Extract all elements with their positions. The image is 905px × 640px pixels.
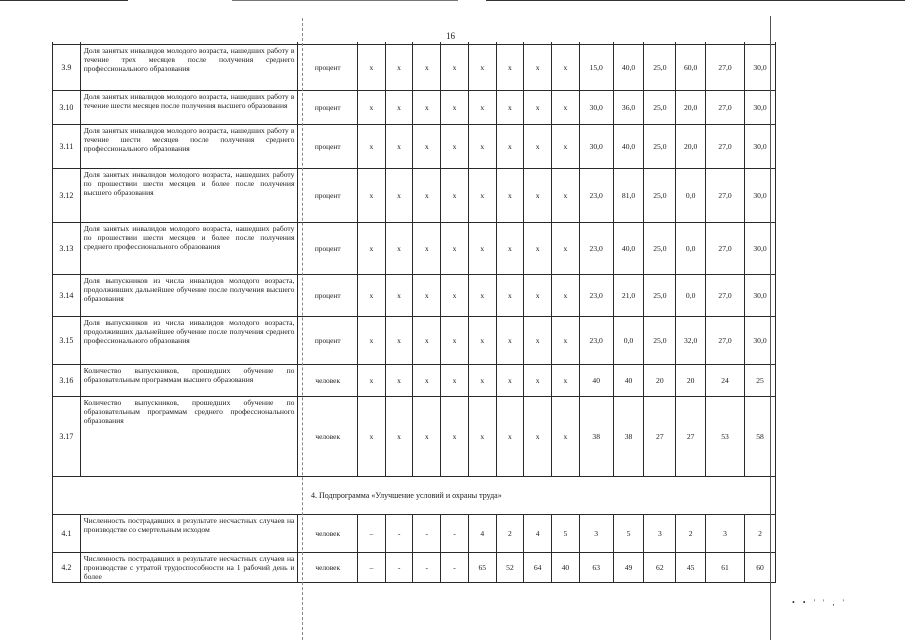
value-cell: 20	[676, 365, 706, 397]
indicator-table	[52, 42, 776, 583]
value-cell: 36,0	[613, 91, 644, 125]
value-cell: 3	[579, 515, 613, 553]
value-cell: x	[385, 45, 413, 91]
scan-line-right	[770, 16, 771, 640]
table-row	[53, 317, 776, 365]
value-cell: 60,0	[676, 45, 706, 91]
value-cell: 25,0	[644, 317, 676, 365]
value-cell: 65	[468, 553, 496, 583]
value-cell: 81,0	[613, 169, 644, 223]
value-cell: 40	[552, 553, 580, 583]
unit-cell: процент	[298, 223, 358, 275]
unit-cell: процент	[298, 275, 358, 317]
indicator-name: Доля выпускников из числа инвалидов молодого возраста, продолживших дальнейшее обучение после получения среднего профессионального образования	[80, 317, 298, 365]
value-cell: 25	[745, 365, 776, 397]
indicator-name: Доля занятых инвалидов молодого возраста, нашедших работу по прошествии шести месяцев и более после получения среднего профессионального образования	[80, 223, 298, 275]
value-cell: x	[385, 91, 413, 125]
indicator-name: Доля занятых инвалидов молодого возраста, нашедших работу по прошествии шести месяцев и более после получения высшего образования	[80, 169, 298, 223]
value-cell: 23,0	[579, 317, 613, 365]
value-cell: 25,0	[644, 275, 676, 317]
unit-cell: человек	[298, 515, 358, 553]
row-number: 3.10	[53, 91, 81, 125]
value-cell: x	[496, 45, 524, 91]
unit-cell: процент	[298, 317, 358, 365]
value-cell: 27,0	[706, 223, 745, 275]
value-cell: 0,0	[613, 317, 644, 365]
value-cell: x	[496, 275, 524, 317]
value-cell: x	[468, 45, 496, 91]
value-cell: x	[413, 365, 441, 397]
value-cell: 27	[644, 397, 676, 477]
value-cell: x	[552, 317, 580, 365]
value-cell: -	[413, 515, 441, 553]
value-cell: 40	[613, 365, 644, 397]
value-cell: 2	[496, 515, 524, 553]
value-cell: x	[441, 91, 469, 125]
value-cell: x	[358, 365, 386, 397]
value-cell: 5	[613, 515, 644, 553]
value-cell: x	[468, 169, 496, 223]
value-cell: 3	[706, 515, 745, 553]
table-row	[53, 169, 776, 223]
value-cell: 27,0	[706, 317, 745, 365]
value-cell: 32,0	[676, 317, 706, 365]
value-cell: x	[524, 125, 552, 169]
value-cell: 25,0	[644, 45, 676, 91]
row-number: 4.1	[53, 515, 81, 553]
value-cell: x	[552, 397, 580, 477]
value-cell: x	[441, 169, 469, 223]
value-cell: x	[441, 45, 469, 91]
value-cell: 30,0	[745, 317, 776, 365]
value-cell: -	[385, 553, 413, 583]
value-cell: x	[496, 125, 524, 169]
scan-line-left	[302, 18, 303, 640]
value-cell: x	[468, 91, 496, 125]
value-cell: x	[441, 125, 469, 169]
value-cell: x	[468, 317, 496, 365]
value-cell: x	[552, 365, 580, 397]
value-cell: 25,0	[644, 223, 676, 275]
value-cell: 60	[745, 553, 776, 583]
indicator-name: Численность пострадавших в результате несчастных случаев на производстве со смертельным исходом	[80, 515, 298, 553]
value-cell: 2	[745, 515, 776, 553]
value-cell: –	[358, 553, 386, 583]
row-number: 4.2	[53, 553, 81, 583]
value-cell: 45	[676, 553, 706, 583]
value-cell: 0,0	[676, 275, 706, 317]
unit-cell: процент	[298, 45, 358, 91]
table-row	[53, 45, 776, 91]
value-cell: x	[385, 223, 413, 275]
value-cell: x	[441, 275, 469, 317]
unit-cell: процент	[298, 169, 358, 223]
table-row	[53, 365, 776, 397]
value-cell: 5	[552, 515, 580, 553]
value-cell: x	[496, 317, 524, 365]
unit-cell: процент	[298, 91, 358, 125]
value-cell: 30,0	[745, 91, 776, 125]
value-cell: x	[468, 275, 496, 317]
row-number: 3.17	[53, 397, 81, 477]
table-row	[53, 125, 776, 169]
top-rule-right	[486, 0, 905, 1]
indicator-name: Численность пострадавших в результате несчастных случаев на производстве с утратой трудоспособности на 1 рабочий день и более	[80, 553, 298, 583]
value-cell: 0,0	[676, 223, 706, 275]
top-rule-middle	[232, 0, 458, 1]
value-cell: x	[441, 365, 469, 397]
indicator-name: Доля занятых инвалидов молодого возраста, нашедших работу в течение шести месяцев после получения среднего профессионального образования	[80, 125, 298, 169]
value-cell: 20	[644, 365, 676, 397]
value-cell: x	[413, 275, 441, 317]
value-cell: x	[385, 125, 413, 169]
value-cell: 27	[676, 397, 706, 477]
value-cell: 0,0	[676, 169, 706, 223]
value-cell: 30,0	[745, 45, 776, 91]
table-row	[53, 515, 776, 553]
value-cell: x	[385, 275, 413, 317]
value-cell: -	[413, 553, 441, 583]
value-cell: x	[496, 223, 524, 275]
row-number: 3.12	[53, 169, 81, 223]
value-cell: x	[413, 169, 441, 223]
value-cell: x	[441, 317, 469, 365]
value-cell: 27,0	[706, 125, 745, 169]
value-cell: x	[358, 317, 386, 365]
value-cell: x	[358, 169, 386, 223]
table-row	[53, 91, 776, 125]
value-cell: 25,0	[644, 169, 676, 223]
value-cell: 25,0	[644, 91, 676, 125]
value-cell: x	[552, 45, 580, 91]
value-cell: x	[524, 169, 552, 223]
table-row	[53, 223, 776, 275]
value-cell: 40,0	[613, 45, 644, 91]
value-cell: x	[524, 223, 552, 275]
value-cell: –	[358, 515, 386, 553]
value-cell: 40,0	[613, 223, 644, 275]
value-cell: 30,0	[745, 125, 776, 169]
value-cell: x	[524, 91, 552, 125]
unit-cell: человек	[298, 365, 358, 397]
value-cell: 21,0	[613, 275, 644, 317]
section-row	[53, 477, 776, 515]
value-cell: 2	[676, 515, 706, 553]
value-cell: x	[496, 91, 524, 125]
table-row	[53, 397, 776, 477]
value-cell: 30,0	[579, 125, 613, 169]
value-cell: x	[552, 91, 580, 125]
unit-cell: процент	[298, 125, 358, 169]
indicator-name: Доля занятых инвалидов молодого возраста, нашедших работу в течение трех месяцев после получения среднего профессионального образования	[80, 45, 298, 91]
value-cell: x	[358, 275, 386, 317]
value-cell: x	[552, 275, 580, 317]
value-cell: x	[552, 223, 580, 275]
value-cell: x	[413, 317, 441, 365]
value-cell: 27,0	[706, 275, 745, 317]
value-cell: 24	[706, 365, 745, 397]
value-cell: x	[552, 125, 580, 169]
value-cell: 30,0	[745, 275, 776, 317]
value-cell: x	[468, 223, 496, 275]
value-cell: x	[468, 365, 496, 397]
value-cell: x	[358, 397, 386, 477]
value-cell: 30,0	[745, 169, 776, 223]
value-cell: 49	[613, 553, 644, 583]
value-cell: x	[413, 397, 441, 477]
value-cell: x	[413, 91, 441, 125]
value-cell: 4	[468, 515, 496, 553]
value-cell: x	[468, 397, 496, 477]
value-cell: x	[413, 125, 441, 169]
value-cell: x	[358, 91, 386, 125]
value-cell: x	[385, 397, 413, 477]
value-cell: x	[385, 365, 413, 397]
indicator-name: Доля занятых инвалидов молодого возраста, нашедших работу в течение шести месяцев после получения высшего образования	[80, 91, 298, 125]
value-cell: 63	[579, 553, 613, 583]
indicator-name: Количество выпускников, прошедших обучение по образовательным программам высшего образования	[80, 365, 298, 397]
unit-cell: человек	[298, 397, 358, 477]
section-title: 4. Подпрограмма «Улучшение условий и охраны труда»	[53, 477, 776, 515]
table-row	[53, 275, 776, 317]
table-row	[53, 553, 776, 583]
value-cell: 15,0	[579, 45, 613, 91]
value-cell: 38	[579, 397, 613, 477]
value-cell: 40,0	[613, 125, 644, 169]
indicator-name: Доля выпускников из числа инвалидов молодого возраста, продолживших дальнейшее обучение после получения высшего образования	[80, 275, 298, 317]
value-cell: 27,0	[706, 169, 745, 223]
row-number: 3.16	[53, 365, 81, 397]
value-cell: x	[358, 223, 386, 275]
value-cell: 23,0	[579, 169, 613, 223]
value-cell: x	[385, 169, 413, 223]
row-number: 3.11	[53, 125, 81, 169]
value-cell: 3	[644, 515, 676, 553]
value-cell: 20,0	[676, 125, 706, 169]
value-cell: x	[524, 365, 552, 397]
value-cell: 30,0	[579, 91, 613, 125]
value-cell: x	[413, 45, 441, 91]
value-cell: 23,0	[579, 275, 613, 317]
value-cell: 52	[496, 553, 524, 583]
value-cell: x	[552, 169, 580, 223]
value-cell: x	[468, 125, 496, 169]
value-cell: 30,0	[745, 223, 776, 275]
value-cell: 53	[706, 397, 745, 477]
value-cell: 62	[644, 553, 676, 583]
value-cell: -	[385, 515, 413, 553]
value-cell: 25,0	[644, 125, 676, 169]
value-cell: x	[358, 45, 386, 91]
row-number: 3.14	[53, 275, 81, 317]
value-cell: x	[441, 397, 469, 477]
value-cell: x	[441, 223, 469, 275]
value-cell: x	[524, 275, 552, 317]
value-cell: x	[385, 317, 413, 365]
value-cell: x	[496, 365, 524, 397]
value-cell: 27,0	[706, 45, 745, 91]
value-cell: 4	[524, 515, 552, 553]
value-cell: x	[496, 169, 524, 223]
value-cell: x	[496, 397, 524, 477]
row-number: 3.15	[53, 317, 81, 365]
row-number: 3.9	[53, 45, 81, 91]
value-cell: 40	[579, 365, 613, 397]
value-cell: 23,0	[579, 223, 613, 275]
value-cell: x	[524, 317, 552, 365]
indicator-name: Количество выпускников, прошедших обучение по образовательным программам среднего профессионального образования	[80, 397, 298, 477]
unit-cell: человек	[298, 553, 358, 583]
value-cell: x	[524, 397, 552, 477]
row-number: 3.13	[53, 223, 81, 275]
page-number: 16	[446, 31, 455, 41]
value-cell: x	[524, 45, 552, 91]
value-cell: 61	[706, 553, 745, 583]
value-cell: x	[413, 223, 441, 275]
value-cell: -	[441, 553, 469, 583]
margin-marks: • • ' ' , '	[792, 598, 847, 607]
value-cell: 20,0	[676, 91, 706, 125]
value-cell: 64	[524, 553, 552, 583]
value-cell: x	[358, 125, 386, 169]
top-rule-left	[0, 0, 128, 1]
value-cell: 58	[745, 397, 776, 477]
value-cell: -	[441, 515, 469, 553]
value-cell: 27,0	[706, 91, 745, 125]
value-cell: 38	[613, 397, 644, 477]
